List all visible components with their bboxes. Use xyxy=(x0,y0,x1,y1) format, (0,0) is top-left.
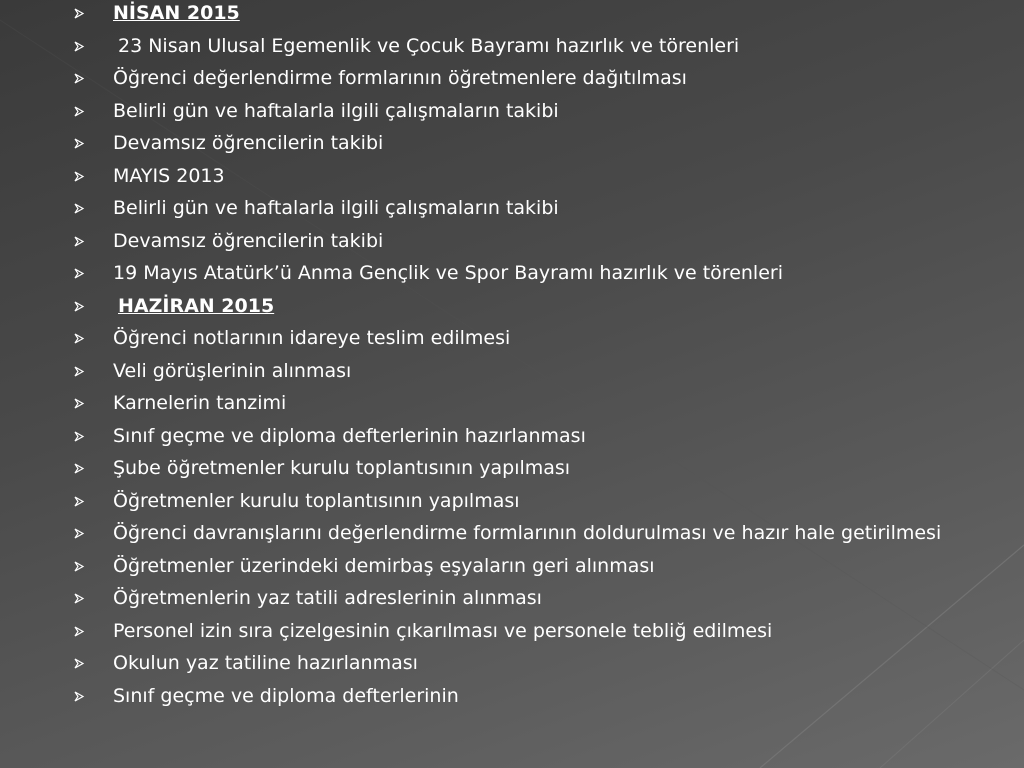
list-item-text: Personel izin sıra çizelgesinin çıkarılması ve personele tebliğ edilmesi xyxy=(113,619,773,642)
list-item xyxy=(0,327,1024,349)
list-item xyxy=(0,295,1024,317)
month-heading: NİSAN 2015 xyxy=(113,2,240,24)
list-item xyxy=(0,555,1024,577)
arrow-bullet-icon xyxy=(74,8,85,19)
list-item-text: Belirli gün ve haftalarla ilgili çalışmaların takibi xyxy=(113,99,559,122)
list-item-text: Öğretmenlerin yaz tatili adreslerinin alınması xyxy=(113,587,542,609)
list-item xyxy=(0,490,1024,512)
list-item-text: Devamsız öğrencilerin takibi xyxy=(113,229,384,252)
list-item-text: 19 Mayıs Atatürk’ü Anma Gençlik ve Spor Bayramı hazırlık ve törenleri xyxy=(113,262,783,284)
list-item-text: Sınıf geçme ve diploma defterlerinin xyxy=(113,684,459,707)
list-item xyxy=(0,262,1024,284)
month-heading: HAZİRAN 2015 xyxy=(118,294,275,317)
list-item-text: Sınıf geçme ve diploma defterlerinin hazırlanması xyxy=(113,424,586,447)
arrow-bullet-icon xyxy=(74,593,85,604)
list-item xyxy=(0,197,1024,219)
list-item-text: Okulun yaz tatiline hazırlanması xyxy=(113,652,418,674)
arrow-bullet-icon xyxy=(74,333,85,344)
arrow-bullet-icon xyxy=(74,203,85,214)
month-label: MAYIS 2013 xyxy=(113,164,225,187)
list-item xyxy=(0,392,1024,414)
arrow-bullet-icon xyxy=(74,138,85,149)
list-item-text: 23 Nisan Ulusal Egemenlik ve Çocuk Bayramı hazırlık ve törenleri xyxy=(118,34,740,57)
list-item xyxy=(0,457,1024,479)
arrow-bullet-icon xyxy=(74,528,85,539)
list-item-text: Öğrenci notlarının idareye teslim edilmesi xyxy=(113,327,511,349)
list-item xyxy=(0,165,1024,187)
arrow-bullet-icon xyxy=(74,463,85,474)
list-item-text: Şube öğretmenler kurulu toplantısının yapılması xyxy=(113,457,571,479)
list-item xyxy=(0,35,1024,57)
arrow-bullet-icon xyxy=(74,301,85,312)
list-item xyxy=(0,685,1024,707)
list-item xyxy=(0,425,1024,447)
list-item-text: Devamsız öğrencilerin takibi xyxy=(113,132,384,154)
list-item xyxy=(0,2,1024,24)
arrow-bullet-icon xyxy=(74,268,85,279)
list-item xyxy=(0,522,1024,544)
list-item xyxy=(0,620,1024,642)
list-item-text: Belirli gün ve haftalarla ilgili çalışmaların takibi xyxy=(113,197,559,219)
list-item xyxy=(0,652,1024,674)
arrow-bullet-icon xyxy=(74,106,85,117)
list-item-text: Öğretmenler kurulu toplantısının yapılması xyxy=(113,489,520,512)
arrow-bullet-icon xyxy=(74,398,85,409)
list-item xyxy=(0,360,1024,382)
list-item-text: Öğretmenler üzerindeki demirbaş eşyaların geri alınması xyxy=(113,554,655,577)
arrow-bullet-icon xyxy=(74,626,85,637)
arrow-bullet-icon xyxy=(74,431,85,442)
list-item xyxy=(0,132,1024,154)
arrow-bullet-icon xyxy=(74,73,85,84)
list-item-text: Öğrenci davranışlarını değerlendirme formlarının doldurulması ve hazır hale getirilmesi xyxy=(113,522,942,544)
arrow-bullet-icon xyxy=(74,236,85,247)
list-item-text: Veli görüşlerinin alınması xyxy=(113,359,352,382)
arrow-bullet-icon xyxy=(74,366,85,377)
list-item xyxy=(0,67,1024,89)
list-item xyxy=(0,230,1024,252)
list-item xyxy=(0,100,1024,122)
list-item-text: Öğrenci değerlendirme formlarının öğretmenlere dağıtılması xyxy=(113,67,687,89)
list-item-text: Karnelerin tanzimi xyxy=(113,392,287,414)
arrow-bullet-icon xyxy=(74,41,85,52)
arrow-bullet-icon xyxy=(74,658,85,669)
arrow-bullet-icon xyxy=(74,496,85,507)
agenda-list xyxy=(0,2,1024,717)
arrow-bullet-icon xyxy=(74,171,85,182)
arrow-bullet-icon xyxy=(74,561,85,572)
list-item xyxy=(0,587,1024,609)
arrow-bullet-icon xyxy=(74,691,85,702)
